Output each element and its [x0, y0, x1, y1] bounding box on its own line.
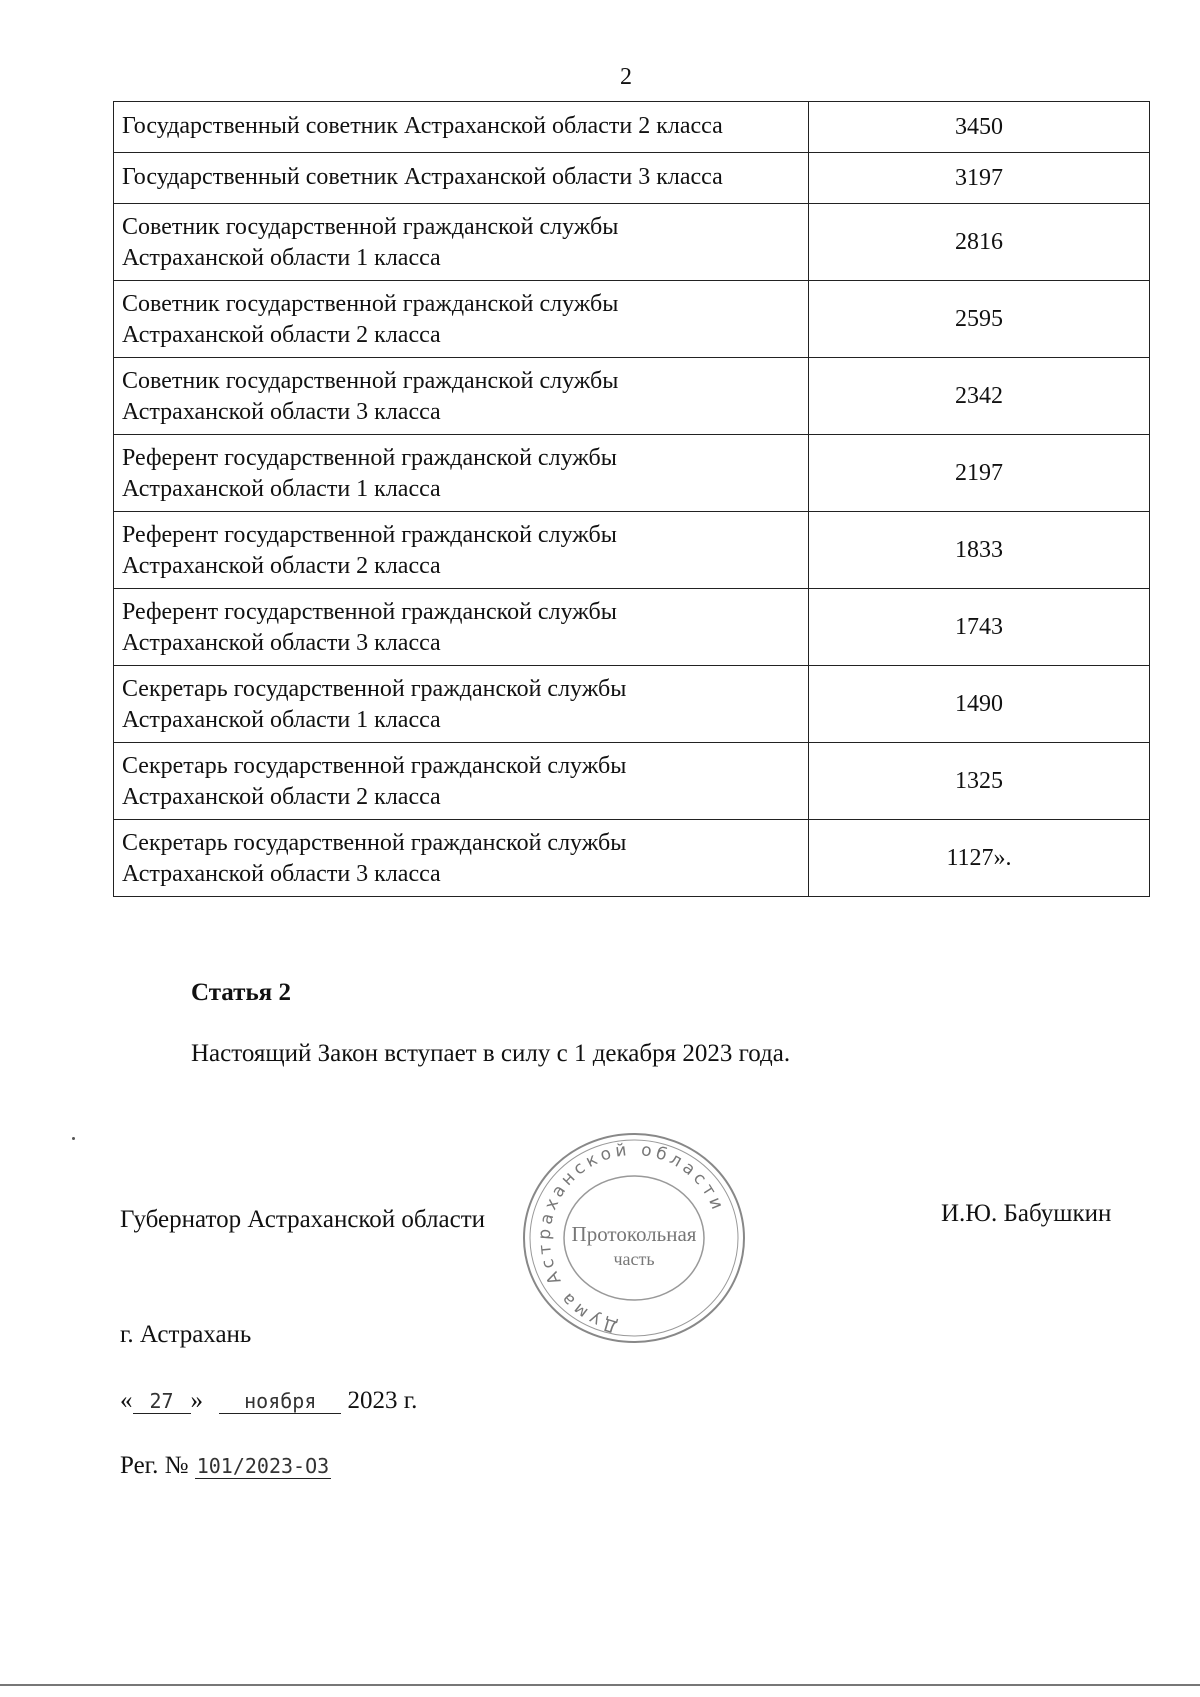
page-number: 2 — [620, 64, 632, 90]
rank-line: Референт государственной гражданской службы — [122, 599, 617, 625]
rank-line: Государственный советник Астраханской области 2 класса — [122, 113, 723, 139]
article-title: Статья 2 — [191, 979, 291, 1006]
article-text: Настоящий Закон вступает в силу с 1 декабря 2023 года. — [191, 1040, 791, 1067]
value-cell: 2197 — [809, 435, 1150, 512]
table-row — [114, 589, 1150, 666]
rank-cell — [114, 204, 809, 281]
value-cell: 2816 — [809, 204, 1150, 281]
value-cell: 1325 — [809, 743, 1150, 820]
stamp-center-line2: часть — [613, 1249, 655, 1269]
governor-name: И.Ю. Бабушкин — [941, 1200, 1112, 1227]
governor-title: Губернатор Астраханской области — [120, 1206, 486, 1233]
duma-seal-stamp — [518, 1127, 750, 1349]
value-cell: 2595 — [809, 281, 1150, 358]
rank-cell — [114, 743, 809, 820]
rank-line: Астраханской области 1 класса — [122, 245, 441, 271]
rank-line: Астраханской области 1 класса — [122, 476, 441, 502]
rank-cell — [114, 358, 809, 435]
table-row — [114, 820, 1150, 897]
rank-line: Секретарь государственной гражданской службы — [122, 753, 627, 779]
value-cell: 2342 — [809, 358, 1150, 435]
date-year: 2023 г. — [347, 1387, 418, 1414]
rank-cell — [114, 435, 809, 512]
registration-line — [120, 1452, 331, 1480]
registration-label: Рег. № — [120, 1452, 189, 1479]
rank-cell — [114, 820, 809, 897]
date-close-quote: » — [190, 1387, 203, 1414]
table-row — [114, 358, 1150, 435]
value-cell: 1833 — [809, 512, 1150, 589]
table-body — [114, 102, 1150, 897]
stamp-ring-text: Дума Астраханской области — [534, 1139, 729, 1337]
date-month: ноября — [219, 1389, 341, 1414]
city: г. Астрахань — [120, 1321, 252, 1348]
value-cell: 1490 — [809, 666, 1150, 743]
value-cell: 3197 — [809, 153, 1150, 204]
rank-line: Астраханской области 1 класса — [122, 707, 441, 733]
rank-line: Секретарь государственной гражданской службы — [122, 676, 627, 702]
rank-line: Советник государственной гражданской службы — [122, 291, 619, 317]
rank-cell — [114, 512, 809, 589]
rank-cell — [114, 281, 809, 358]
table-row — [114, 102, 1150, 153]
table-row — [114, 204, 1150, 281]
scan-speck — [72, 1137, 75, 1140]
rank-line: Референт государственной гражданской службы — [122, 522, 617, 548]
table-row — [114, 512, 1150, 589]
table-row — [114, 666, 1150, 743]
rank-line: Астраханской области 2 класса — [122, 784, 441, 810]
table-row — [114, 153, 1150, 204]
date-day: 27 — [133, 1389, 191, 1414]
stamp-center-line1: Протокольная — [571, 1222, 697, 1246]
table-row — [114, 281, 1150, 358]
rank-line: Астраханской области 3 класса — [122, 399, 441, 425]
rank-line: Советник государственной гражданской службы — [122, 368, 619, 394]
rank-cell — [114, 589, 809, 666]
rank-line: Государственный советник Астраханской области 3 класса — [122, 164, 723, 190]
rank-line: Советник государственной гражданской службы — [122, 214, 619, 240]
signing-date — [120, 1387, 417, 1415]
value-cell: 3450 — [809, 102, 1150, 153]
rank-line: Референт государственной гражданской службы — [122, 445, 617, 471]
date-open-quote: « — [120, 1387, 133, 1414]
table-row — [114, 435, 1150, 512]
rank-line: Астраханской области 3 класса — [122, 861, 441, 887]
registration-number: 101/2023-ОЗ — [196, 1454, 330, 1478]
rank-line: Астраханской области 2 класса — [122, 553, 441, 579]
rank-cell — [114, 666, 809, 743]
value-cell: 1743 — [809, 589, 1150, 666]
rank-line: Астраханской области 3 класса — [122, 630, 441, 656]
rank-line: Секретарь государственной гражданской службы — [122, 830, 627, 856]
rank-cell — [114, 153, 809, 204]
rank-line: Астраханской области 2 класса — [122, 322, 441, 348]
value-cell: 1127». — [809, 820, 1150, 897]
table-row — [114, 743, 1150, 820]
rank-salary-table — [113, 101, 1150, 897]
scan-edge-line — [0, 1684, 1200, 1686]
rank-cell — [114, 102, 809, 153]
